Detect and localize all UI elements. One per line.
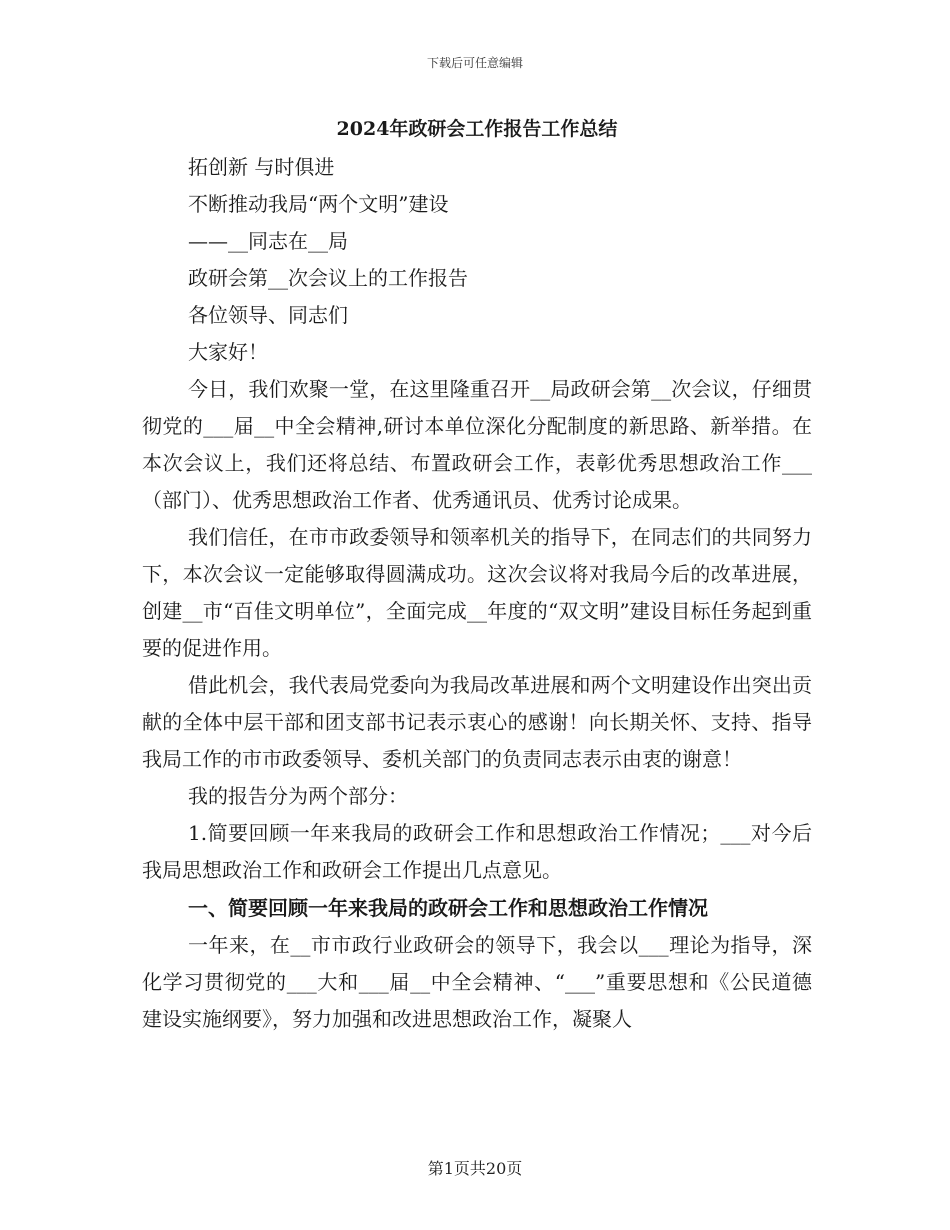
page-number: 第1页共20页 [427, 1159, 523, 1178]
paragraph-report-parts: 我的报告分为两个部分： [188, 784, 408, 808]
document-body [142, 111, 812, 1038]
intro-line-slogan: 拓创新 与时俱进 [188, 155, 335, 179]
intro-line-speaker: ——__同志在__局 [188, 229, 348, 253]
intro-line-greeting: 大家好！ [188, 340, 268, 364]
intro-line-report-name: 政研会第__次会议上的工作报告 [188, 266, 468, 290]
paragraph-part-one: 1.简要回顾一年来我局的政研会工作和思想政治工作情况；___对今后我局思想政治工作和政研会工作提出几点意见。 [142, 821, 812, 882]
paragraph-opening: 今日，我们欢聚一堂，在这里隆重召开__局政研会第__次会议，仔细贯彻党的___届__中全会精神,研讨本单位深化分配制度的新思路、新举措。在本次会议上，我们还将总结、布置政研会工作，表彰优秀思想政治工作___（部门）、优秀思想政治工作者、优秀通讯员、优秀讨论成果。 [142, 377, 812, 512]
paragraph-section-body: 一年来，在__市市政行业政研会的领导下，我会以___理论为指导，深化学习贯彻党的___大和___届__中全会精神、“___”重要思想和《公民道德建设实施纲要》，努力加强和改进思想政治工作，凝聚人 [142, 933, 812, 1031]
intro-line-subtitle: 不断推动我局“两个文明”建设 [188, 192, 449, 216]
paragraph-confidence: 我们信任，在市市政委领导和领率机关的指导下，在同志们的共同努力下，本次会议一定能够取得圆满成功。这次会议将对我局今后的改革进展，创建__市“百佳文明单位”，全面完成__年度的“双文明”建设目标任务起到重要的促进作用。 [142, 525, 812, 660]
document-title: 2024年政研会工作报告工作总结 [336, 118, 618, 140]
paragraph-thanks: 借此机会，我代表局党委向为我局改革进展和两个文明建设作出突出贡献的全体中层干部和团支部书记表示衷心的感谢！向长期关怀、支持、指导我局工作的市市政委领导、委机关部门的负责同志表示由衷的谢意！ [142, 673, 812, 771]
intro-line-salutation: 各位领导、同志们 [188, 303, 348, 327]
page-header-note: 下载后可任意编辑 [426, 56, 523, 70]
section-heading: 一、简要回顾一年来我局的政研会工作和思想政治工作情况 [188, 896, 708, 920]
